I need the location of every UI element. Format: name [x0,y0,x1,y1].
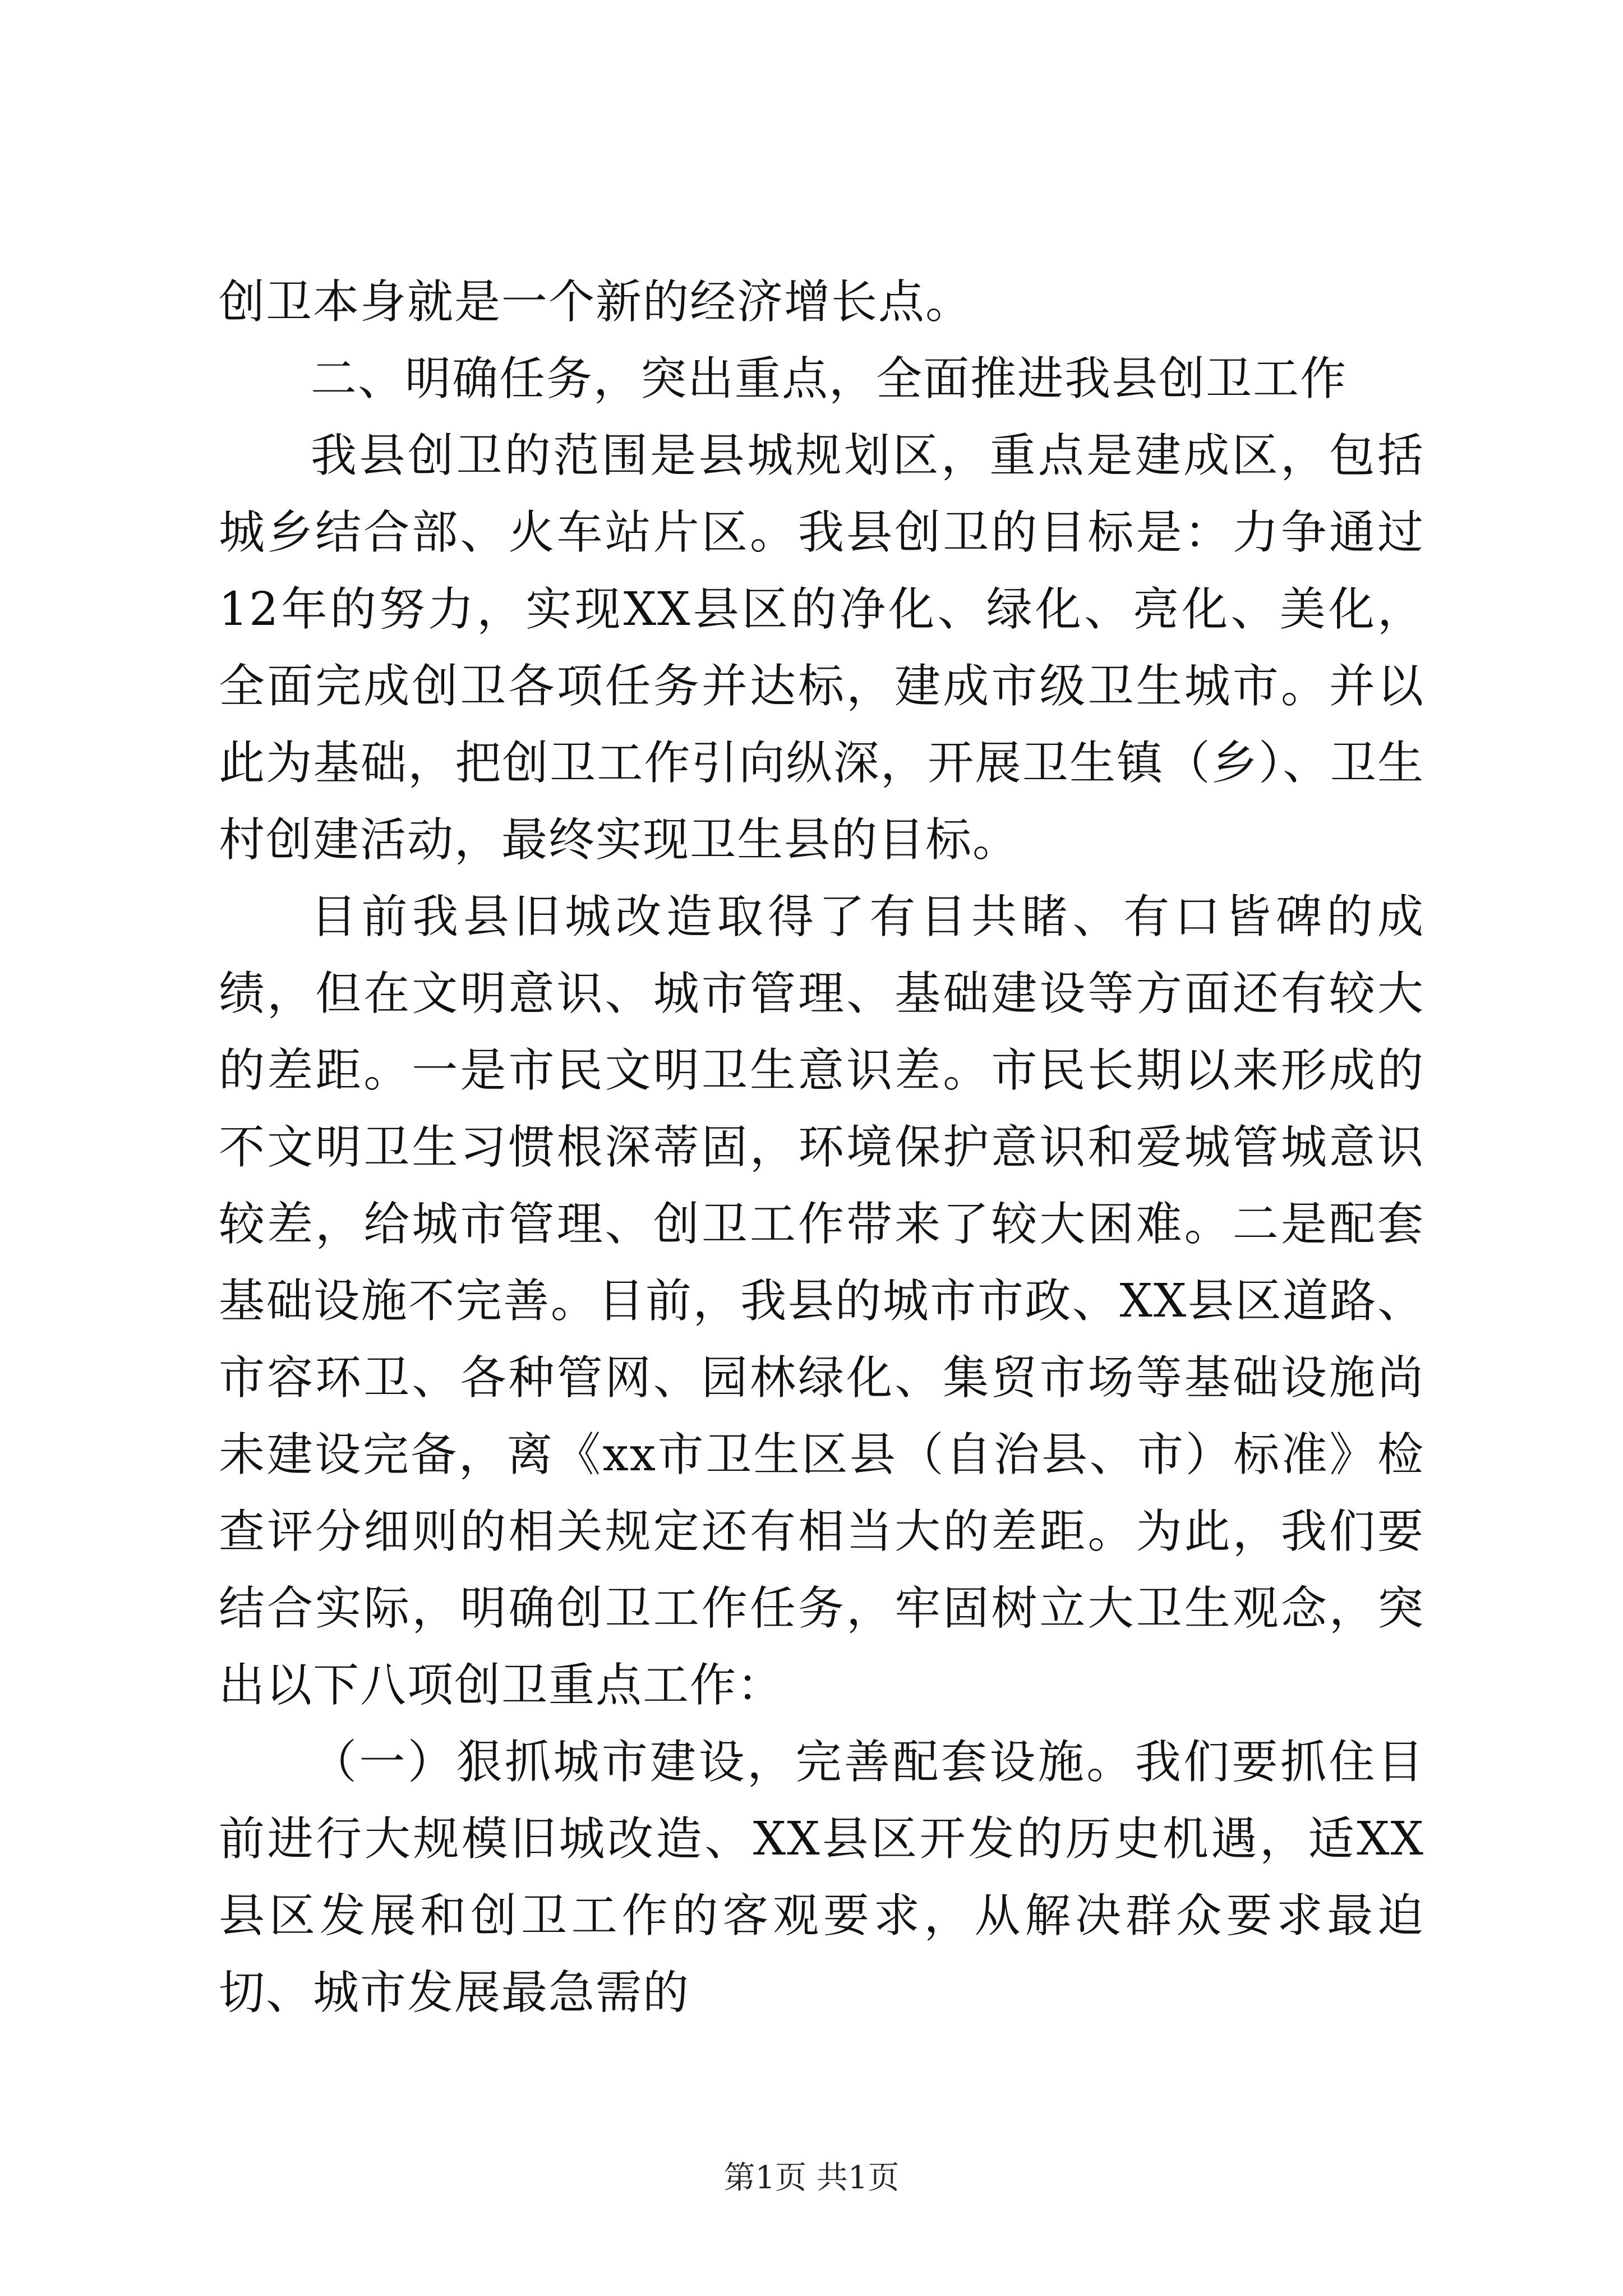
paragraph-scope-goals: 我县创卫的范围是县城规划区，重点是建成区，包括城乡结合部、火车站片区。我县创卫的目标是：力争通过12年的努力，实现XX县区的净化、绿化、亮化、美化，全面完成创卫各项任务并达标，建成市级卫生城市。并以此为基础，把创卫工作引向纵深，开展卫生镇（乡）、卫生村创建活动，最终实现卫生县的目标。 [219,429,1424,867]
section-heading: 二、明确任务，突出重点，全面推进我县创卫工作 [311,352,1348,406]
document-body [219,264,1424,2031]
paragraph-current-status: 目前我县旧城改造取得了有目共睹、有口皆碑的成绩，但在文明意识、城市管理、基础建设等方面还有较大的差距。一是市民文明卫生意识差。市民长期以来形成的不文明卫生习惯根深蒂固，环境保护意识和爱城管城意识较差，给城市管理、创卫工作带来了较大困难。二是配套基础设施不完善。目前，我县的城市市政、XX县区道路、市容环卫、各种管网、园林绿化、集贸市场等基础设施尚未建设完备，离《xx市卫生区县（自治县、市）标准》检查评分细则的相关规定还有相当大的差距。为此，我们要结合实际，明确创卫工作任务，牢固树立大卫生观念，突出以下八项创卫重点工作： [219,890,1424,1712]
page-footer: 第1页 共1页 [723,2160,900,2196]
paragraph-0: 创卫本身就是一个新的经济增长点。 [219,275,973,329]
paragraph-urban-construction: （一）狠抓城市建设，完善配套设施。我们要抓住目前进行大规模旧城改造、XX县区开发的历史机遇，适XX县区发展和创卫工作的客观要求，从解决群众要求最迫切、城市发展最急需的 [219,1736,1424,2019]
